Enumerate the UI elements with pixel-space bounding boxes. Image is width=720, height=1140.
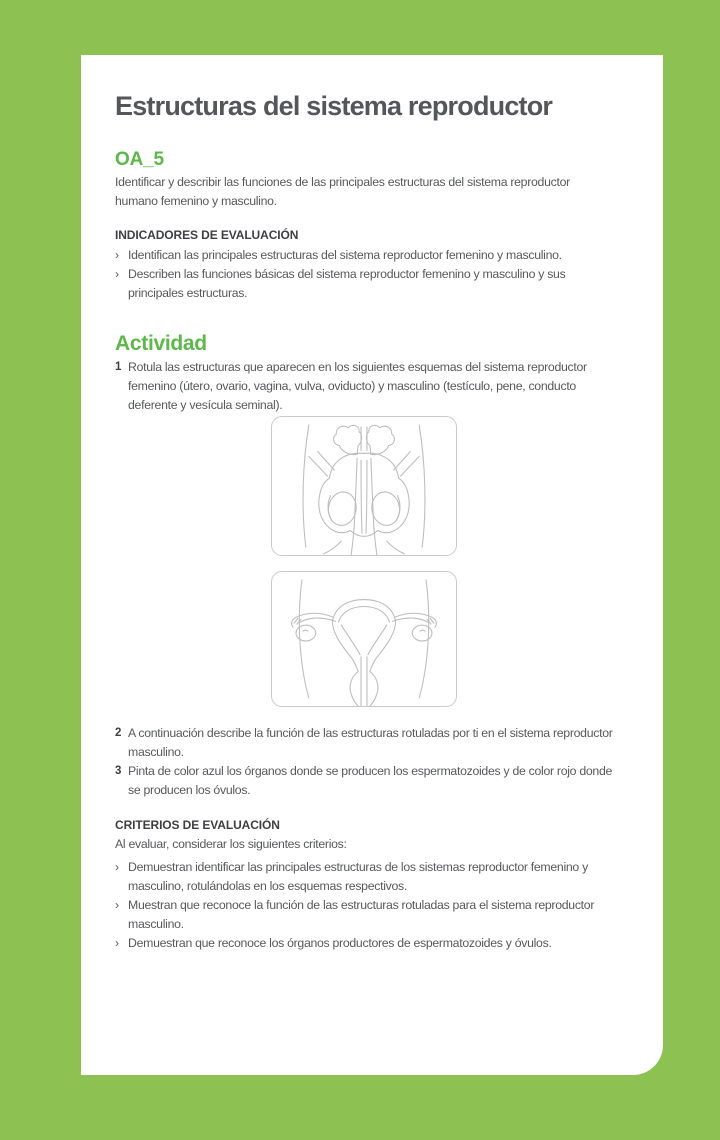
list-item (115, 896, 613, 934)
criterios-heading: CRITERIOS DE EVALUACIÓN (115, 818, 280, 832)
activity-item-text: Rotula las estructuras que aparecen en los siguientes esquemas del sistema reproductor femenino (útero, ovario, vagina, vulva, oviducto) y masculino (testículo, pene, conducto deferente y vesícula seminal). (128, 360, 587, 412)
worksheet-page (81, 55, 663, 1075)
female-reproductive-diagram-drawing (272, 572, 456, 706)
chevron-bullet-icon: › (115, 267, 119, 281)
indicadores-list (115, 246, 613, 303)
criterios-list (115, 858, 613, 953)
female-reproductive-diagram (271, 571, 457, 707)
list-item (115, 246, 613, 265)
activity-item-3 (115, 762, 613, 800)
item-number: 2 (115, 727, 122, 739)
item-number: 1 (115, 361, 122, 373)
list-item (115, 265, 613, 303)
oa-description: Identificar y describir las funciones de las principales estructuras del sistema reproductor humano femenino y masculino. (115, 175, 570, 208)
oa-section (115, 148, 613, 211)
actividad-section (115, 332, 613, 800)
activity-item-text: A continuación describe la función de las estructuras rotuladas por ti en el sistema reproductor masculino. (128, 726, 613, 759)
chevron-bullet-icon: › (115, 898, 119, 912)
indicadores-section (115, 228, 613, 303)
actividad-heading: Actividad (115, 332, 207, 355)
list-item-text: Describen las funciones básicas del sistema reproductor femenino y masculino y sus principales estructuras. (128, 267, 566, 300)
male-reproductive-diagram (271, 416, 457, 556)
activity-item-1 (115, 358, 613, 415)
oa-heading: OA_5 (115, 149, 164, 170)
criterios-intro: Al evaluar, considerar los siguientes criterios: (115, 837, 347, 851)
activity-item-text: Pinta de color azul los órganos donde se producen los espermatozoides y de color rojo donde se producen los óvulos. (128, 764, 613, 797)
indicadores-heading: INDICADORES DE EVALUACIÓN (115, 228, 299, 242)
activity-item-2 (115, 724, 613, 762)
list-item-text: Identifican las principales estructuras del sistema reproductor femenino y masculino. (128, 248, 562, 262)
list-item-text: Muestran que reconoce la función de las estructuras rotuladas para el sistema reproductor masculino. (128, 898, 595, 931)
chevron-bullet-icon: › (115, 248, 119, 262)
criterios-section (115, 818, 613, 953)
item-number: 3 (115, 765, 122, 777)
page-title: Estructuras del sistema reproductor (115, 91, 553, 121)
male-reproductive-diagram-drawing (272, 417, 456, 555)
chevron-bullet-icon: › (115, 860, 119, 874)
list-item-text: Demuestran que reconoce los órganos productores de espermatozoides y óvulos. (128, 936, 552, 950)
list-item (115, 934, 613, 953)
list-item (115, 858, 613, 896)
chevron-bullet-icon: › (115, 936, 119, 950)
list-item-text: Demuestran identificar las principales estructuras de los sistemas reproductor femenino y masculino, rotulándolas en los esquemas respectivos. (128, 860, 588, 893)
